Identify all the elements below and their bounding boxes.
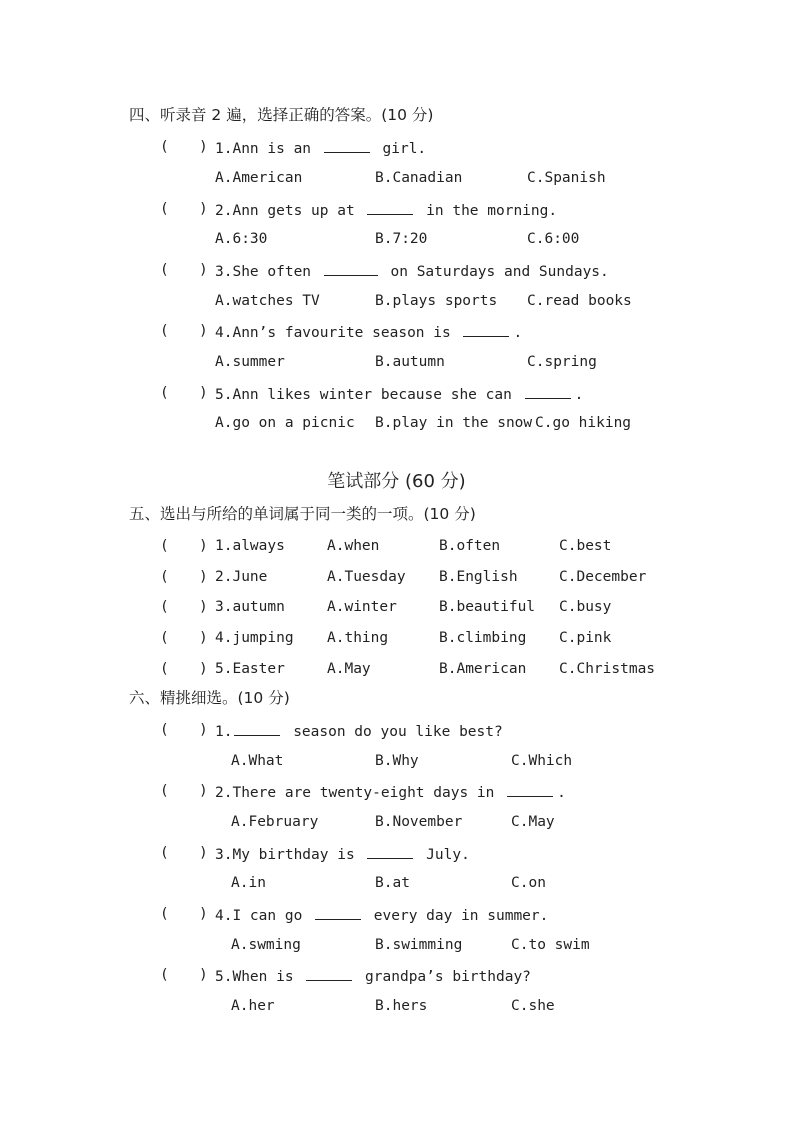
- word-item: 2.June: [215, 569, 268, 585]
- answer-paren-close: ): [199, 630, 208, 646]
- question-6-4: 4.I can go every day in summer.: [215, 905, 548, 925]
- answer-paren-close: ): [199, 967, 208, 983]
- answer-paren-close: ): [199, 385, 208, 401]
- question-6-1: 1. season do you like best?: [215, 721, 503, 741]
- section6-title: 六、精挑细选。(10 分): [129, 689, 290, 707]
- section5-title: 五、选出与所给的单词属于同一类的一项。(10 分): [129, 505, 476, 523]
- question-4-4: 4.Ann’s favourite season is .: [215, 322, 522, 342]
- answer-paren-open: (: [160, 385, 169, 401]
- option-c: C.read books: [527, 293, 632, 309]
- question-6-3: 3.My birthday is July.: [215, 844, 470, 864]
- answer-blank[interactable]: [367, 844, 413, 859]
- answer-paren-open: (: [160, 201, 169, 217]
- answer-blank[interactable]: [324, 138, 370, 153]
- answer-paren-open: (: [160, 599, 169, 615]
- answer-paren-open: (: [160, 569, 169, 585]
- answer-paren-close: ): [199, 201, 208, 217]
- answer-paren-close: ): [199, 323, 208, 339]
- answer-paren-close: ): [199, 783, 208, 799]
- answer-paren-open: (: [160, 661, 169, 677]
- answer-paren-close: ): [199, 538, 208, 554]
- option-a: A.when: [327, 538, 380, 554]
- answer-blank[interactable]: [525, 384, 571, 399]
- answer-blank[interactable]: [315, 905, 361, 920]
- answer-paren-close: ): [199, 599, 208, 615]
- option-c: C.busy: [559, 599, 612, 615]
- word-item: 3.autumn: [215, 599, 285, 615]
- option-b: B.often: [439, 538, 501, 554]
- question-6-2: 2.There are twenty-eight days in .: [215, 782, 566, 802]
- answer-blank[interactable]: [463, 322, 509, 337]
- option-a: A.summer: [215, 354, 285, 370]
- answer-paren-open: (: [160, 967, 169, 983]
- question-4-5: 5.Ann likes winter because she can .: [215, 384, 583, 404]
- option-c: C.May: [511, 814, 555, 830]
- option-b: B.hers: [375, 998, 428, 1014]
- option-a: A.Tuesday: [327, 569, 406, 585]
- question-4-3: 3.She often on Saturdays and Sundays.: [215, 261, 609, 281]
- answer-paren-close: ): [199, 722, 208, 738]
- option-c: C.Spanish: [527, 170, 606, 186]
- option-c: C.6:00: [527, 231, 580, 247]
- option-b: B.play in the snow: [375, 415, 533, 431]
- answer-paren-close: ): [199, 845, 208, 861]
- answer-paren-close: ): [199, 262, 208, 278]
- option-c: C.December: [559, 569, 647, 585]
- option-a: A.in: [231, 875, 266, 891]
- answer-blank[interactable]: [234, 721, 280, 736]
- section4-title: 四、听录音 2 遍，选择正确的答案。(10 分): [129, 106, 434, 124]
- answer-blank[interactable]: [324, 261, 378, 276]
- answer-paren-open: (: [160, 262, 169, 278]
- answer-paren-open: (: [160, 783, 169, 799]
- written-part-title: 笔试部分 (60 分): [327, 471, 466, 492]
- option-c: C.spring: [527, 354, 597, 370]
- option-a: A.February: [231, 814, 319, 830]
- option-b: B.Why: [375, 753, 419, 769]
- option-b: B.7:20: [375, 231, 428, 247]
- answer-paren-open: (: [160, 139, 169, 155]
- option-a: A.thing: [327, 630, 389, 646]
- option-b: B.November: [375, 814, 463, 830]
- option-c: C.go hiking: [535, 415, 632, 431]
- word-item: 5.Easter: [215, 661, 285, 677]
- answer-blank[interactable]: [367, 200, 413, 215]
- answer-paren-open: (: [160, 538, 169, 554]
- option-c: C.Christmas: [559, 661, 656, 677]
- option-c: C.to swim: [511, 937, 590, 953]
- answer-paren-close: ): [199, 906, 208, 922]
- option-a: A.her: [231, 998, 275, 1014]
- word-item: 4.jumping: [215, 630, 294, 646]
- option-a: A.6:30: [215, 231, 268, 247]
- option-b: B.beautiful: [439, 599, 536, 615]
- option-b: B.plays sports: [375, 293, 498, 309]
- option-b: B.climbing: [439, 630, 527, 646]
- option-a: A.go on a picnic: [215, 415, 355, 431]
- answer-paren-close: ): [199, 661, 208, 677]
- option-b: B.Canadian: [375, 170, 463, 186]
- option-a: A.watches TV: [215, 293, 320, 309]
- question-4-1: 1.Ann is an girl.: [215, 138, 426, 158]
- question-6-5: 5.When is grandpa’s birthday?: [215, 966, 531, 986]
- option-c: C.on: [511, 875, 546, 891]
- word-item: 1.always: [215, 538, 285, 554]
- option-b: B.autumn: [375, 354, 445, 370]
- option-a: A.winter: [327, 599, 397, 615]
- option-b: B.American: [439, 661, 527, 677]
- option-b: B.at: [375, 875, 410, 891]
- answer-paren-open: (: [160, 845, 169, 861]
- answer-paren-open: (: [160, 630, 169, 646]
- option-c: C.Which: [511, 753, 573, 769]
- answer-paren-open: (: [160, 722, 169, 738]
- option-a: A.swming: [231, 937, 301, 953]
- answer-paren-open: (: [160, 906, 169, 922]
- answer-paren-close: ): [199, 139, 208, 155]
- option-a: A.American: [215, 170, 303, 186]
- answer-blank[interactable]: [507, 782, 553, 797]
- option-a: A.What: [231, 753, 284, 769]
- option-b: B.English: [439, 569, 518, 585]
- option-c: C.best: [559, 538, 612, 554]
- question-4-2: 2.Ann gets up at in the morning.: [215, 200, 557, 220]
- option-a: A.May: [327, 661, 371, 677]
- answer-paren-close: ): [199, 569, 208, 585]
- option-b: B.swimming: [375, 937, 463, 953]
- option-c: C.she: [511, 998, 555, 1014]
- answer-paren-open: (: [160, 323, 169, 339]
- option-c: C.pink: [559, 630, 612, 646]
- answer-blank[interactable]: [306, 966, 352, 981]
